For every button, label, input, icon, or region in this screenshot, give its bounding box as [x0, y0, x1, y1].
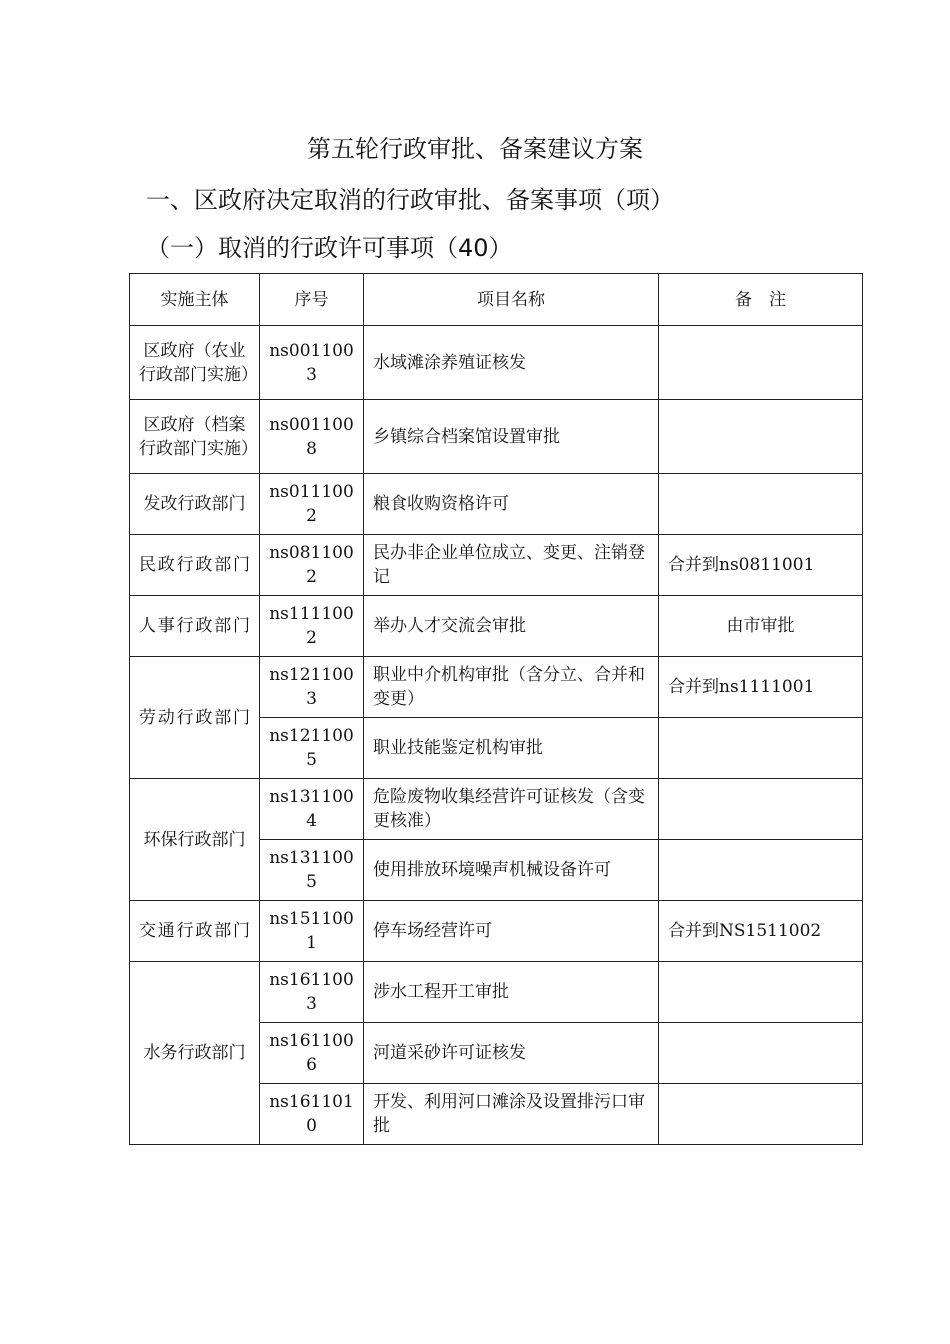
item-remark: 合并到ns1111001: [659, 657, 863, 718]
item-number: ns1611003: [260, 962, 364, 1023]
table-row: [130, 400, 863, 474]
item-number: ns1211005: [260, 718, 364, 779]
org-cell: 区政府（农业行政部门实施）: [130, 326, 260, 400]
section-heading: 一、区政府决定取消的行政审批、备案事项（项）: [146, 186, 674, 214]
table-row: [130, 474, 863, 535]
table-row: [130, 779, 863, 840]
items-table: [129, 273, 863, 1145]
item-name: 涉水工程开工审批: [364, 962, 659, 1023]
item-name: 河道采砂许可证核发: [364, 1023, 659, 1084]
item-name: 水域滩涂养殖证核发: [364, 326, 659, 400]
header-name: 项目名称: [364, 274, 659, 326]
org-cell: 民政行政部门: [130, 535, 260, 596]
header-org: 实施主体: [130, 274, 260, 326]
org-cell: 环保行政部门: [130, 779, 260, 901]
org-cell: 水务行政部门: [130, 962, 260, 1145]
header-remark: 备 注: [659, 274, 863, 326]
table-row: [130, 535, 863, 596]
item-number: ns0111002: [260, 474, 364, 535]
item-number: ns1111002: [260, 596, 364, 657]
item-number: ns1611006: [260, 1023, 364, 1084]
item-number: ns0011008: [260, 400, 364, 474]
table-row: [130, 326, 863, 400]
item-remark: [659, 779, 863, 840]
table-row: [130, 657, 863, 718]
org-cell: 劳动行政部门: [130, 657, 260, 779]
org-cell: 交通行政部门: [130, 901, 260, 962]
header-no: 序号: [260, 274, 364, 326]
item-name: 民办非企业单位成立、变更、注销登记: [364, 535, 659, 596]
item-remark: [659, 1084, 863, 1145]
item-name: 危险废物收集经营许可证核发（含变更核准）: [364, 779, 659, 840]
table-row: [130, 901, 863, 962]
item-name: 开发、利用河口滩涂及设置排污口审批: [364, 1084, 659, 1145]
subsection-heading: （一）取消的行政许可事项（40）: [146, 234, 513, 262]
item-remark: 由市审批: [659, 596, 863, 657]
table-row: [130, 596, 863, 657]
item-number: ns1311005: [260, 840, 364, 901]
item-remark: [659, 962, 863, 1023]
item-remark: 合并到NS1511002: [659, 901, 863, 962]
item-number: ns1311004: [260, 779, 364, 840]
item-name: 职业中介机构审批（含分立、合并和变更）: [364, 657, 659, 718]
item-number: ns0811002: [260, 535, 364, 596]
org-cell: 发改行政部门: [130, 474, 260, 535]
item-number: ns1211003: [260, 657, 364, 718]
document-title: 第五轮行政审批、备案建议方案: [307, 135, 643, 163]
item-name: 使用排放环境噪声机械设备许可: [364, 840, 659, 901]
item-name: 职业技能鉴定机构审批: [364, 718, 659, 779]
table-header-row: [130, 274, 863, 326]
org-cell: 人事行政部门: [130, 596, 260, 657]
item-remark: [659, 718, 863, 779]
table-row: [130, 962, 863, 1023]
item-name: 粮食收购资格许可: [364, 474, 659, 535]
item-remark: 合并到ns0811001: [659, 535, 863, 596]
item-number: ns1611010: [260, 1084, 364, 1145]
item-number: ns1511001: [260, 901, 364, 962]
item-name: 停车场经营许可: [364, 901, 659, 962]
org-cell: 区政府（档案行政部门实施）: [130, 400, 260, 474]
item-remark: [659, 326, 863, 400]
item-remark: [659, 840, 863, 901]
item-remark: [659, 400, 863, 474]
item-remark: [659, 1023, 863, 1084]
item-number: ns0011003: [260, 326, 364, 400]
item-remark: [659, 474, 863, 535]
item-name: 举办人才交流会审批: [364, 596, 659, 657]
item-name: 乡镇综合档案馆设置审批: [364, 400, 659, 474]
